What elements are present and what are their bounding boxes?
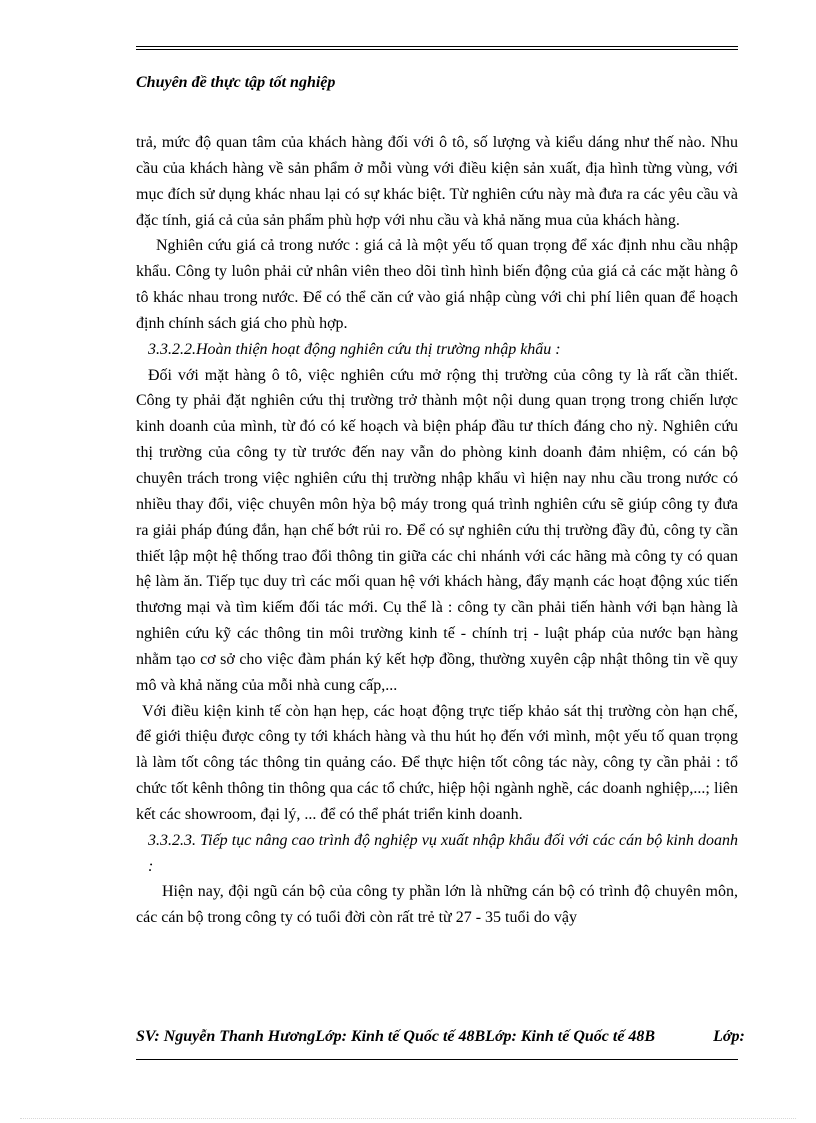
- paragraph-market-research: Đối với mặt hàng ô tô, việc nghiên cứu mở rộng thị trường của công ty là rất cần thiết. Công ty phải đặt nghiên cứu thị trường trở thành một nội dung quan trọng trong chiến lược kinh doanh của mình, từ đó có kế hoạch và biện pháp đầu tư thích đáng cho nỳ. Nghiên cứu thị trường của công ty từ trước đến nay vẫn do phòng kinh doanh đảm nhiệm, có cán bộ chuyên trách trong việc nghiên cứu thị trường nhập khẩu vì hiện nay nhu cầu trong nước có nhiều thay đổi, việc chuyên môn hỳa bộ máy trong quá trình nghiên cứu sẽ giúp công ty đưa ra giải pháp đúng đắn, hạn chế bớt rủi ro. Để có sự nghiên cứu thị trường đầy đủ, công ty cần thiết lập một hệ thống trao đổi thông tin giữa các chi nhánh với các hãng mà công ty có quan hệ làm ăn. Tiếp tục duy trì các mối quan hệ với khách hàng, đẩy mạnh các hoạt động xúc tiến thương mại và tìm kiếm đối tác mới. Cụ thể là : công ty cần phải tiến hành với bạn hàng là nghiên cứu kỹ các thông tin môi trường kinh tế - chính trị - luật pháp của nước bạn hàng nhằm tạo cơ sở cho việc đàm phán ký kết hợp đồng, thường xuyên cập nhật thông tin về quy mô và khả năng của mỗi nhà cung cấp,...: [136, 366, 738, 694]
- header-double-rule: [136, 46, 738, 50]
- paragraph-domestic-price: Nghiên cứu giá cả trong nước : giá cả là một yếu tố quan trọng để xác định nhu cầu nhập khẩu. Công ty luôn phải cử nhân viên theo dõi tình hình biến động của giá cả các mặt hàng ô tô khác nhau trong nước. Để có thể căn cứ vào giá nhập cùng với chi phí liên quan để hoạch định chính sách giá cho phù hợp.: [136, 237, 738, 332]
- footer-rule: [136, 1059, 738, 1060]
- footer-trailing: Lớp:: [713, 1028, 745, 1045]
- section-heading-3-3-2-2: 3.3.2.2.Hoàn thiện hoạt động nghiên cứu thị trường nhập khẩu :: [148, 340, 561, 358]
- footer-student-info: [136, 1028, 816, 1046]
- paragraph-staff: Hiện nay, đội ngũ cán bộ của công ty phần lớn là những cán bộ có trình độ chuyên môn, các cán bộ trong công ty có tuổi đời còn rất trẻ từ 27 - 35 tuổi do vậy: [136, 883, 738, 927]
- section-heading-3-3-2-3: 3.3.2.3. Tiếp tục nâng cao trình độ nghiệp vụ xuất nhập khẩu đối với các cán bộ kinh doanh :: [148, 831, 738, 875]
- header-title: Chuyên đề thực tập tốt nghiệp: [136, 74, 336, 91]
- body-text: [136, 130, 738, 931]
- footer-main: SV: Nguyễn Thanh HươngLớp: Kinh tế Quốc tế 48BLớp: Kinh tế Quốc tế 48B: [136, 1028, 656, 1045]
- page-bottom-border: [20, 1118, 796, 1119]
- paragraph-customer-needs: trả, mức độ quan tâm của khách hàng đối với ô tô, số lượng và kiểu dáng như thế nào. Nhu cầu của khách hàng về sản phẩm ở mỗi vùng với điều kiện sản xuất, địa hình từng vùng, với mục đích sử dụng khác nhau lại có sự khác biệt. Từ nghiên cứu này mà đưa ra các yêu cầu và đặc tính, giá cả của sản phẩm phù hợp với nhu cầu và khả năng mua của khách hàng.: [136, 134, 738, 229]
- paragraph-advertising: Với điều kiện kinh tế còn hạn hẹp, các hoạt động trực tiếp khảo sát thị trường còn hạn chế, để giới thiệu được công ty tới khách hàng và thu hút họ đến với mình, một yếu tố quan trọng là làm tốt công tác thông tin quảng cáo. Để thực hiện tốt công tác này, công ty cần phải : tổ chức tốt kênh thông tin thông qua các tổ chức, hiệp hội ngành nghề, các doanh nghiệp,...; liên kết các showroom, đại lý, ... để có thể phát triển kinh doanh.: [136, 702, 738, 823]
